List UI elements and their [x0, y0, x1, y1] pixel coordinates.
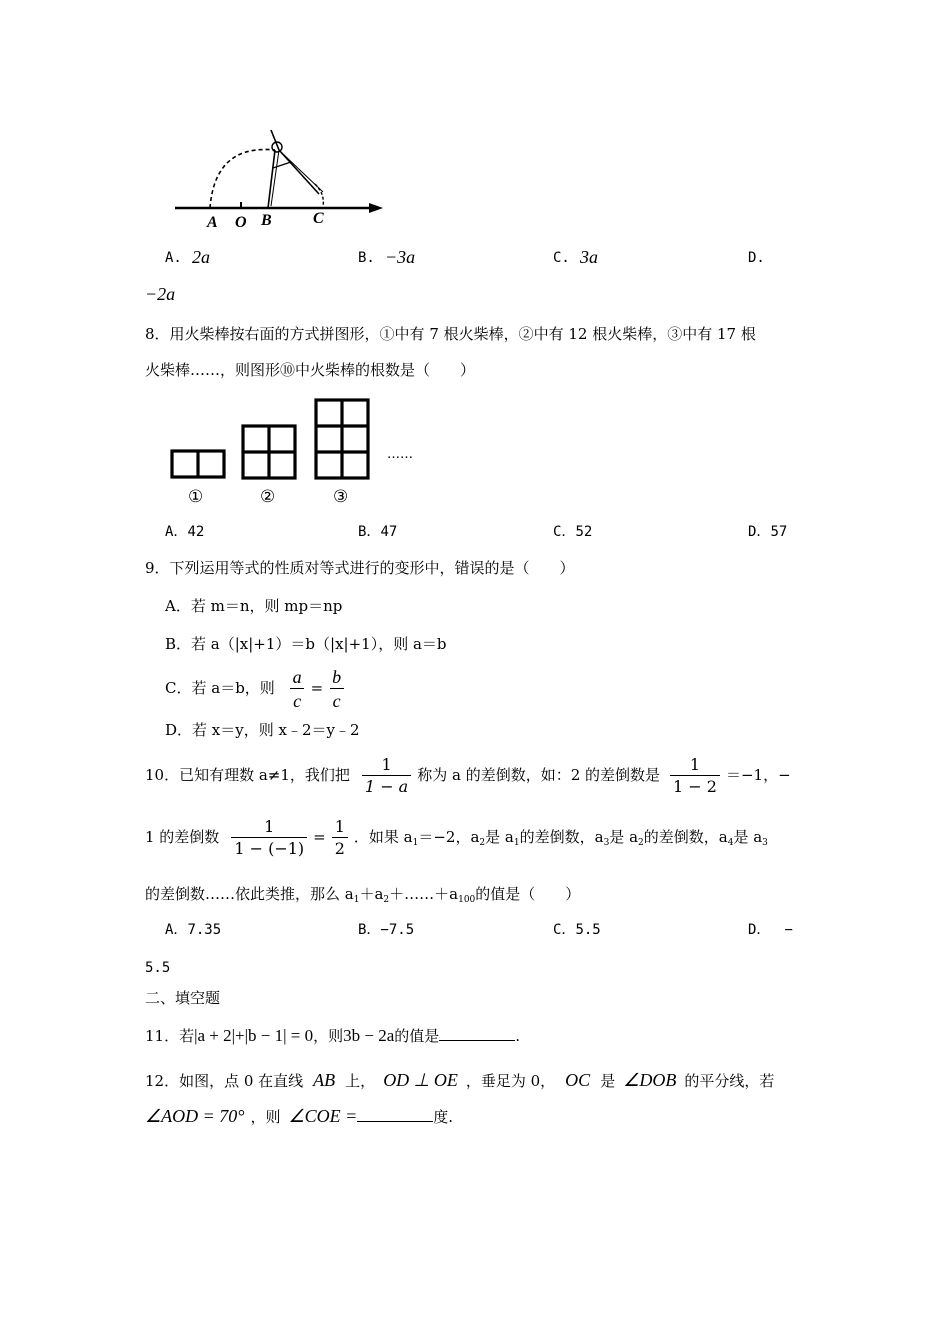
section-title-fill-in: 二、填空题 — [145, 989, 221, 1007]
fig-label-1: ① — [188, 487, 204, 507]
q7-option-d: −2a — [145, 284, 176, 304]
q8-stem-line2: 火柴棒……，则图形⑩中火柴棒的根数是（ ） — [145, 361, 476, 379]
q8-stem-line1: 8．用火柴棒按右面的方式拼图形，①中有 7 根火柴棒，②中有 12 根火柴棒，③中有 17 根 — [145, 325, 756, 343]
q9-option-d: D．若 x＝y，则 x﹣2＝y﹣2 — [165, 721, 360, 739]
q7-option-d-key: D. — [748, 250, 765, 266]
q7-option-b-key: B. — [358, 250, 375, 266]
q12-line1: 12．如图，点 0 在直线 AB 上， OD ⊥ OE ，垂足为 0， OC 是 ∠DOB 的平分线，若 — [145, 1070, 775, 1090]
q10-option-b: B．−7.5 — [358, 922, 415, 938]
label-a: A — [207, 214, 218, 231]
q8-option-b: B．47 — [358, 524, 398, 540]
q10-line1: 10．已知有理数 a≠1，我们把 $\frac{1}{1 - a}$ 称为 a 的差倒数，如：2 的差倒数是 $\frac{1}{1 - 2}$ ＝−1，− — [145, 755, 791, 796]
q11: 11．若|a + 2|+|b − 1| = 0，则3b − 2a的值是 . — [145, 1026, 521, 1045]
label-o: O — [235, 214, 247, 231]
q10-option-a: A．7.35 — [165, 922, 222, 938]
q8-option-a: A．42 — [165, 524, 205, 540]
q10-option-c: C．5.5 — [553, 922, 601, 938]
q8-option-c: C．52 — [553, 524, 593, 540]
q11-answer-blank — [439, 1026, 515, 1041]
q12-line2: ∠AOD = 70° ，则 ∠COE = 度. — [145, 1106, 454, 1126]
q9-option-c: C．若 a＝b，则 $\frac{a}{c}$ = $\frac{b}{c}$ — [165, 666, 350, 710]
q7-option-a-key: A. — [165, 250, 182, 266]
q8-option-d: D．57 — [748, 524, 788, 540]
q10-option-d-cont: 5.5 — [145, 960, 171, 976]
fig-ellipsis: …… — [387, 447, 413, 462]
fig-label-2: ② — [260, 487, 276, 507]
q9-option-a: A．若 m＝n，则 mp＝np — [165, 597, 343, 615]
q12-answer-blank — [357, 1107, 433, 1122]
q7-option-b: −3a — [385, 247, 416, 267]
fig-label-3: ③ — [333, 487, 349, 507]
compass-number-line-figure — [165, 122, 390, 232]
label-b: B — [261, 212, 272, 229]
q10-line3: 的差倒数……依此类推，那么 $a_1+a_2+\dots\dots+a_{100}$的值是（ ） — [145, 885, 581, 905]
q9-stem: 9．下列运用等式的性质对等式进行的变形中，错误的是（ ） — [145, 559, 575, 577]
q7-option-c-key: C. — [553, 250, 570, 266]
matchstick-figure — [165, 396, 430, 512]
label-c: C — [313, 210, 324, 227]
q9-option-b: B．若 a（|x|+1）＝b（|x|+1），则 a＝b — [165, 635, 447, 653]
q10-line2: 1 的差倒数 $\frac{1}{1 - (-1)}$ = $\frac{1}{2}$ ．如果 $a_1=-2$，$a_2$是 $a_1$的差倒数，$a_3$是 $a_2$的差倒数，$a_4$是 $a_3$ — [145, 817, 768, 858]
q10-option-d: D． − — [748, 922, 793, 938]
q7-option-a: 2a — [192, 247, 210, 267]
q7-option-c: 3a — [580, 247, 598, 267]
